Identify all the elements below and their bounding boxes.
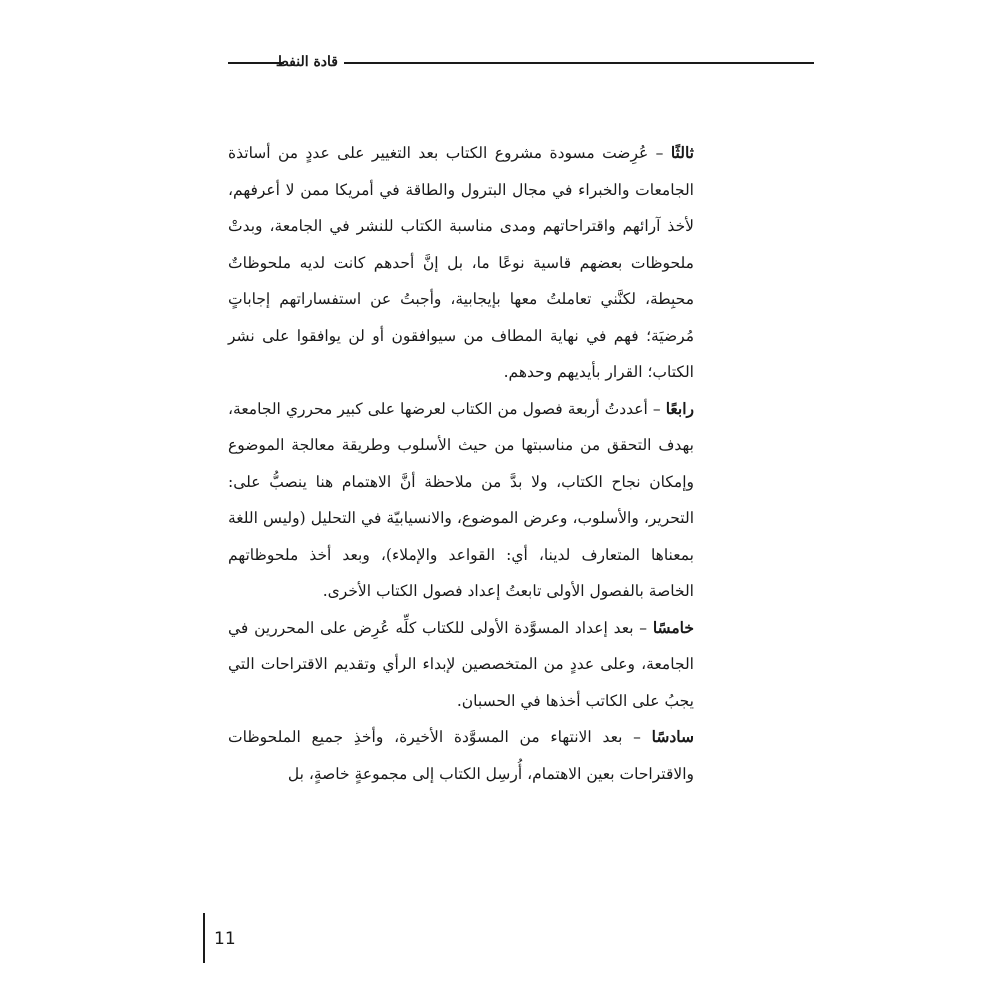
page-number: 11 [214, 929, 236, 949]
header-rule-right [344, 62, 814, 64]
paragraph-fourth [228, 391, 694, 610]
paragraph-lead: خامسًا [652, 617, 694, 637]
paragraph-lead: سادسًا [651, 727, 694, 746]
paragraph-text: – عُرِضت مسودة مشروع الكتاب بعد التغيير على عددٍ من أساتذة الجامعات والخبراء في مجال البترول والطاقة في أمريكا ممن لا أعرفهم، لأخذ آرائهم واقتراحاتهم ومدى مناسبة الكتاب للنشر في الجامعة، وبدتْ ملحوظات بعضهم قاسية نوعًا ما، بل إنَّ أحدهم كانت لديه ملحوظاتٌ محبِطة، لكنَّني تعاملتُ معها بإيجابية، وأجبتُ عن استفساراتهم إجاباتٍ مُرضيَة؛ فهم في نهاية المطاف من سيوافقون أو لن يوافقوا على نشر الكتاب؛ القرار بأيديهم وحدهم. [228, 144, 694, 381]
paragraph-third [228, 135, 694, 391]
running-header-title: قادة النفط [275, 54, 338, 70]
paragraph-lead: رابعًا [665, 398, 694, 418]
body-text [228, 135, 694, 792]
page-number-rule [203, 913, 205, 963]
paragraph-fifth [228, 610, 694, 720]
paragraph-sixth [228, 719, 694, 792]
paragraph-text: – أعددتُ أربعة فصول من الكتاب لعرضها على كبير محرري الجامعة، بهدف التحقق من مناسبتها من حيث الأسلوب وطريقة معالجة الموضوع وإمكان نجاح الكتاب، ولا بدَّ من ملاحظة أنَّ الاهتمام هنا ينصبُّ على: التحرير، والأسلوب، وعرض الموضوع، والانسيابيّة في التحليل (وليس اللغة بمعناها المتعارف لدينا، أي: القواعد والإملاء)، وبعد أخذ ملحوظاتهم الخاصة بالفصول الأولى تابعتُ إعداد فصول الكتاب الأخرى. [228, 399, 694, 600]
paragraph-text: – بعد الانتهاء من المسوَّدة الأخيرة، وأخذِ جميع الملحوظات والاقتراحات بعين الاهتمام، أُرسِل الكتاب إلى مجموعةٍ خاصةٍ، بل [228, 728, 694, 783]
paragraph-lead: ثالثًا [670, 143, 694, 162]
header-rule-left [228, 62, 284, 64]
running-header [228, 52, 814, 72]
paragraph-text: – بعد إعداد المسوَّدة الأولى للكتاب كلِّه عُرِض على المحررين في الجامعة، وعلى عددٍ من المتخصصين لإبداء الرأي وتقديم الاقتراحات التي يجبُ على الكاتب أخذها في الحسبان. [228, 618, 694, 710]
